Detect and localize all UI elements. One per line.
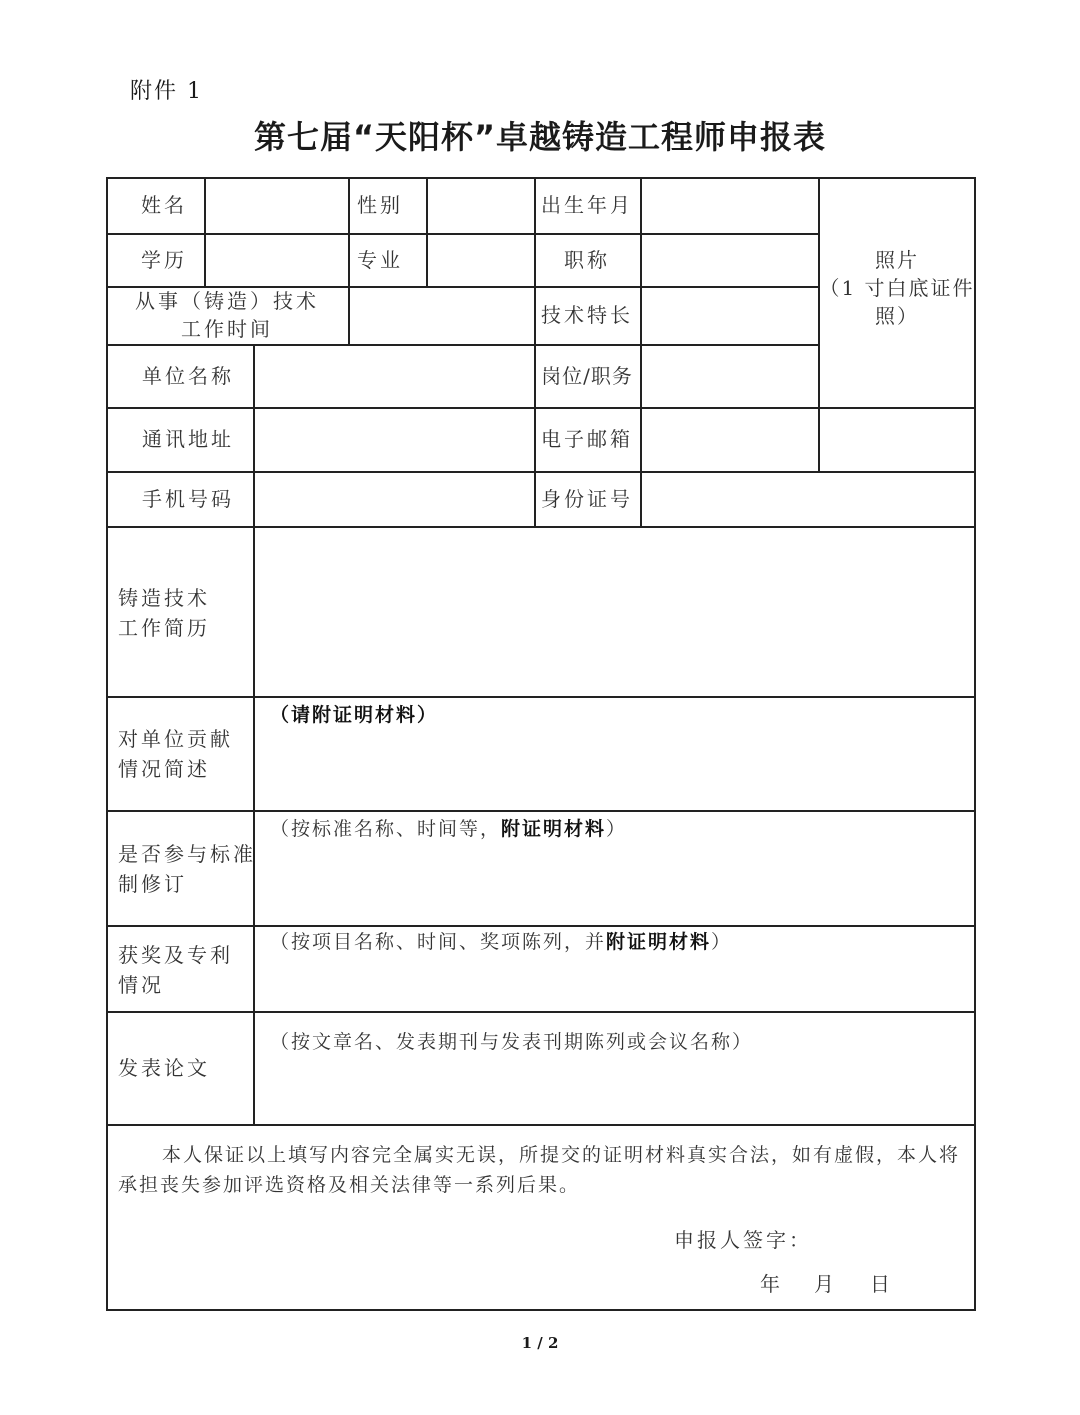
papers-note: （按文章名、发表期刊与发表刊期陈列或会议名称） (270, 1031, 754, 1053)
contribution-line1: 对单位贡献 (118, 727, 233, 751)
email-label: 电子邮箱 (541, 427, 633, 451)
attachment-label: 附件 1 (130, 79, 203, 104)
photo-line1: 照片 (875, 248, 919, 272)
standard-line1: 是否参与标准 (118, 842, 256, 866)
row-divider (106, 696, 976, 698)
work-time-line1: 从事（铸造）技术 (135, 289, 319, 313)
row-divider (106, 1124, 976, 1126)
photo-line3: 照） (875, 304, 919, 328)
contribution-line2: 情况简述 (118, 757, 210, 781)
standard-note: （按标准名称、时间等，附证明材料） (270, 818, 628, 840)
birth-label: 出生年月 (541, 193, 633, 217)
specialty-label: 技术特长 (541, 303, 633, 327)
row-divider (106, 810, 976, 812)
job-title-label: 职称 (564, 247, 610, 272)
standard-line2: 制修订 (118, 872, 187, 896)
contribution-note: （请附证明材料） (270, 704, 439, 726)
date-month: 月 (814, 1272, 834, 1296)
phone-label: 手机号码 (142, 486, 234, 511)
work-time-line2: 工作时间 (181, 317, 273, 341)
position-label: 岗位/职务 (541, 363, 633, 388)
row-divider (106, 1011, 976, 1013)
photo-line2: （1 寸白底证件 (819, 276, 975, 300)
resume-line2: 工作简历 (118, 616, 210, 640)
gender-label: 性别 (357, 193, 403, 217)
col-divider (426, 177, 428, 287)
contribution-label (118, 724, 233, 784)
resume-line1: 铸造技术 (118, 586, 210, 610)
row-divider (106, 526, 976, 528)
awards-line1: 获奖及专利 (118, 943, 233, 967)
resume-label (118, 583, 210, 643)
signature-label: 申报人签字： (674, 1228, 812, 1252)
date-year: 年 (760, 1272, 780, 1296)
col-divider (640, 177, 642, 527)
awards-label (118, 940, 233, 1000)
awards-line2: 情况 (118, 973, 164, 997)
major-label: 专业 (357, 247, 403, 272)
name-label: 姓名 (141, 193, 187, 217)
unit-label: 单位名称 (142, 363, 234, 388)
education-label: 学历 (141, 247, 187, 272)
form-title: 第七届“天阳杯”卓越铸造工程师申报表 (253, 118, 827, 156)
photo-placeholder (818, 233, 976, 343)
standard-label (118, 839, 256, 899)
awards-note: （按项目名称、时间、奖项陈列，并附证明材料） (270, 931, 733, 953)
address-label: 通讯地址 (142, 427, 234, 451)
declaration-text: 本人保证以上填写内容完全属实无误，所提交的证明材料真实合法，如有虚假，本人将承担丧失参加评选资格及相关法律等一系列后果。 (118, 1144, 961, 1196)
page-number: 1 / 2 (521, 1334, 559, 1352)
id-number-label: 身份证号 (541, 486, 633, 511)
work-time-label (106, 286, 348, 344)
date-day: 日 (870, 1272, 890, 1296)
papers-label: 发表论文 (118, 1056, 210, 1080)
